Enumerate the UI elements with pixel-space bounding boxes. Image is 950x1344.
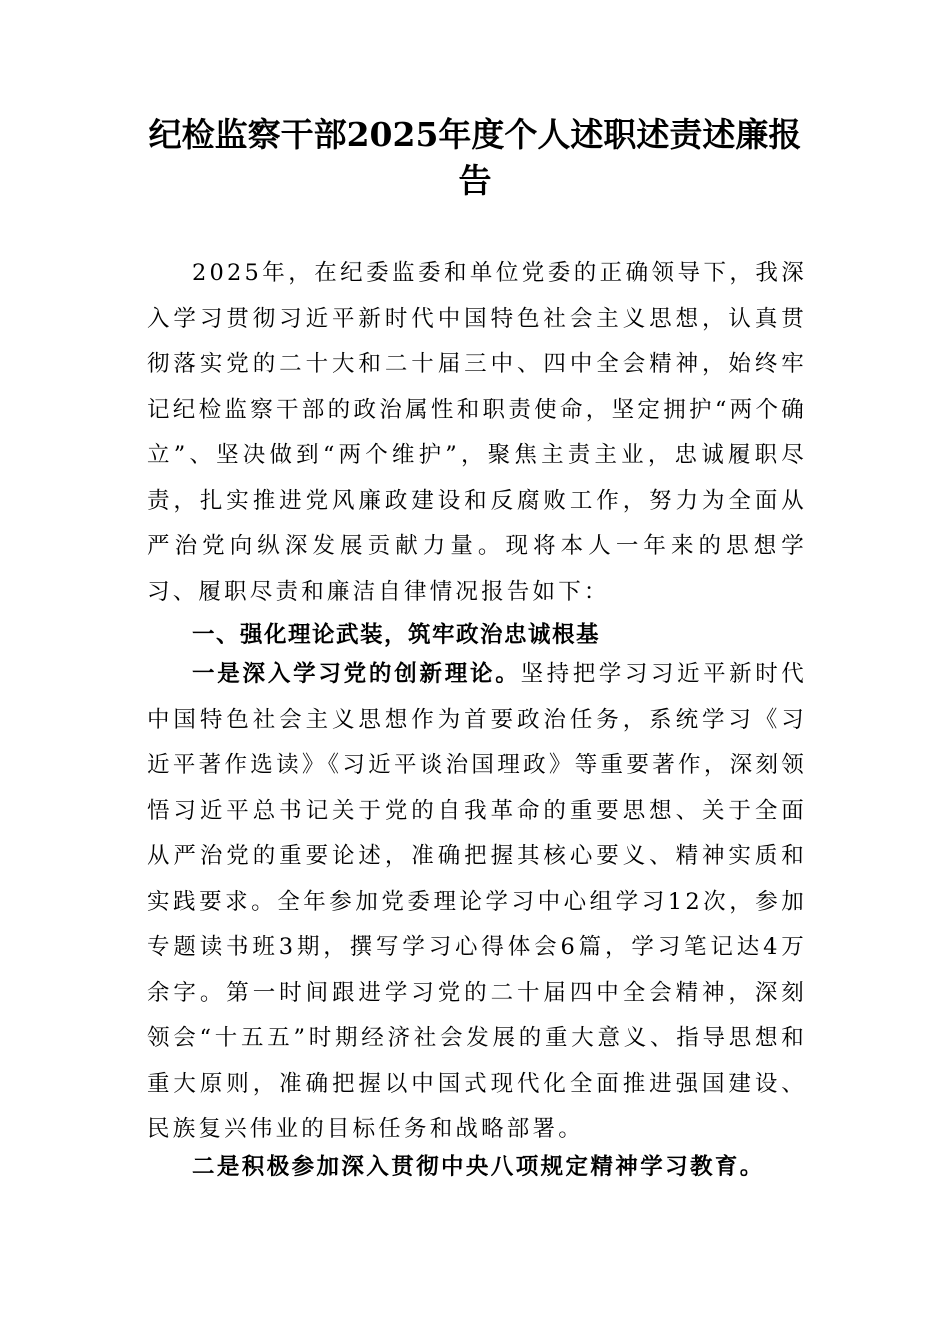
item-two-paragraph bbox=[147, 1145, 807, 1191]
intro-paragraph: 2025年，在纪委监委和单位党委的正确领导下，我深入学习贯彻习近平新时代中国特色社会主义思想，认真贯彻落实党的二十大和二十届三中、四中全会精神，始终牢记纪检监察干部的政治属性和职责使命，坚定拥护“两个确立”、坚决做到“两个维护”，聚焦主责主业，忠诚履职尽责，扎实推进党风廉政建设和反腐败工作，努力为全面从严治党向纵深发展贡献力量。现将本人一年来的思想学习、履职尽责和廉洁自律情况报告如下： bbox=[147, 260, 807, 605]
section-heading: 一、强化理论武装，筑牢政治忠诚根基 bbox=[192, 622, 601, 648]
item-two-lead: 二是积极参加深入贯彻中央八项规定精神学习教育。 bbox=[192, 1154, 765, 1180]
item-one-lead: 一是深入学习党的创新理论。 bbox=[192, 661, 521, 687]
item-one-paragraph bbox=[147, 652, 807, 1153]
item-one-text: 坚持把学习习近平新时代中国特色社会主义思想作为首要政治任务，系统学习《习近平著作选读》《习近平谈治国理政》等重要著作，深刻领悟习近平总书记关于党的自我革命的重要思想、关于全面从严治党的重要论述，准确把握其核心要义、精神实质和实践要求。全年参加党委理论学习中心组学习12次，参加专题读书班3期，撰写学习心得体会6篇，学习笔记达4万余字。第一时间跟进学习党的二十届四中全会精神，深刻领会“十五五”时期经济社会发展的重大意义、指导思想和重大原则，准确把握以中国式现代化全面推进强国建设、民族复兴伟业的目标任务和战略部署。 bbox=[147, 661, 807, 1142]
document-title: 纪检监察干部2025年度个人述职述责述廉报告 bbox=[148, 115, 802, 200]
